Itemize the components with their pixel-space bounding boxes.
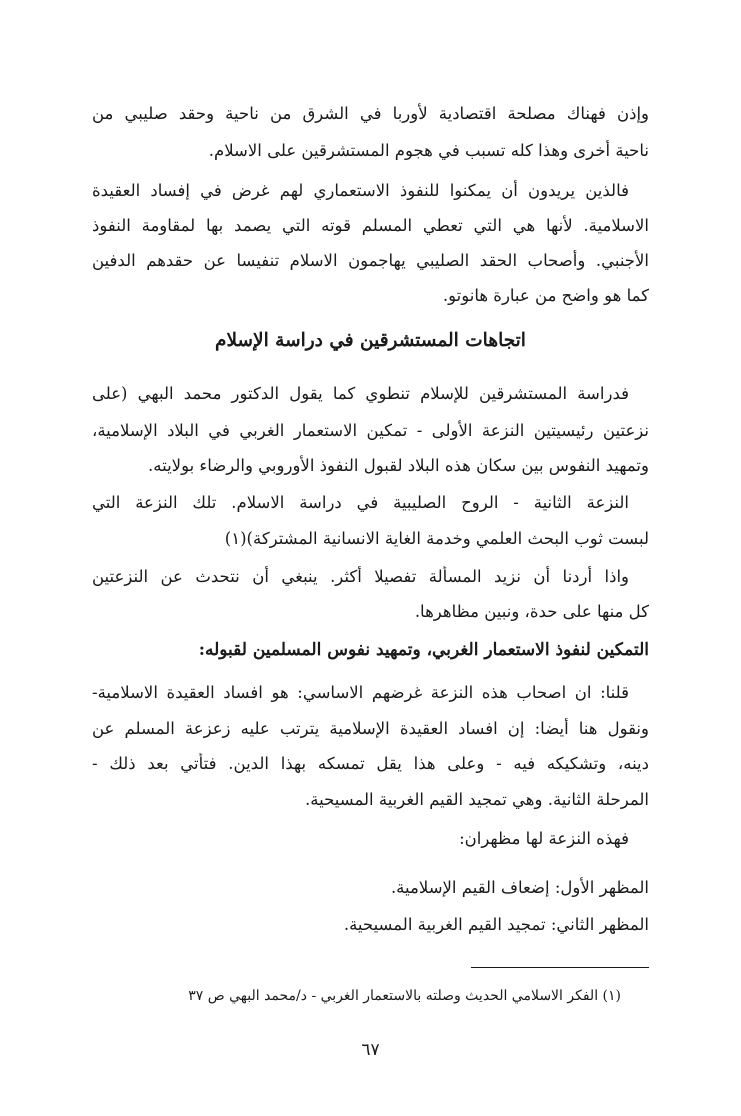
paragraph-line: الأجنبي. وأصحاب الحقد الصليبي يهاجمون الاسلام تنفيسا عن حقدهم الدفين [92,251,649,270]
subsection-heading: التمكين لنفوذ الاستعمار الغربي، وتمهيد نفوس المسلمين لقبوله: [198,640,649,660]
list-item: المظهر الأول: إضعاف القيم الإسلامية. [390,878,649,897]
paragraph-line: وإذن فهناك مصلحة اقتصادية لأوربا في الشرق من ناحية وحقد صليبي من [92,104,649,123]
paragraph-line: قلنا: ان اصحاب هذه النزعة غرضهم الاساسي: هو افساد العقيدة الاسلامية- [92,683,629,702]
paragraph-line: الاسلامية. لأنها هي التي تعطي المسلم قوته التي يصمد بها لمقاومة النفوذ [92,216,649,235]
paragraph-line: فهذه النزعة لها مظهران: [459,829,629,848]
paragraph-line: كل منها على حدة، ونبين مظاهرها. [414,602,649,621]
paragraph-line: فالذين يريدون أن يمكنوا للنفوذ الاستعماري لهم غرض في إفساد العقيدة [92,181,629,200]
paragraph-line: النزعة الثانية - الروح الصليبية في دراسة الاسلام. تلك النزعة التي [92,493,629,512]
paragraph-line: واذا أردنا أن نزيد المسألة تفصيلا أكثر. ينبغي أن نتحدث عن النزعتين [92,567,629,586]
paragraph-line: فدراسة المستشرقين للإسلام تنطوي كما يقول الدكتور محمد البهي (على [92,384,629,403]
paragraph-line: ناحية أخرى وهذا كله تسبب في هجوم المستشرقين على الاسلام. [208,141,649,160]
paragraph-line: وتمهيد النفوس بين سكان هذه البلاد لقبول النفوذ الأوروبي والرضاء بولايته. [148,456,649,475]
section-heading: اتجاهات المستشرقين في دراسة الإسلام [215,330,526,351]
paragraph-line: كما هو واضح من عبارة هانوتو. [442,286,649,305]
footnote-separator [471,967,649,968]
paragraph-line: ونقول هنا أيضا: إن افساد العقيدة الإسلامية يترتب عليه زعزعة المسلم عن [92,719,649,738]
paragraph-line: نزعتين رئيسيتين النزعة الأولى - تمكين الاستعمار الغربي في البلاد الإسلامية، [92,421,649,440]
paragraph-line: المرحلة الثانية. وهي تمجيد القيم الغربية المسيحية. [305,790,649,809]
page-number: ٦٧ [361,1040,380,1060]
list-item: المظهر الثاني: تمجيد القيم الغربية المسيحية. [343,915,649,934]
paragraph-line: دينه، وتشكيكه فيه - وعلى هذا يقل تمسكه بهذا الدين. فتأتي بعد ذلك - [92,754,649,773]
paragraph-line: لبست ثوب البحث العلمي وخدمة الغاية الانسانية المشتركة)(١) [224,529,649,548]
footnote: (١) الفكر الاسلامي الحديث وصلته بالاستعمار الغربي - د/محمد البهي ص ٣٧ [188,988,621,1004]
